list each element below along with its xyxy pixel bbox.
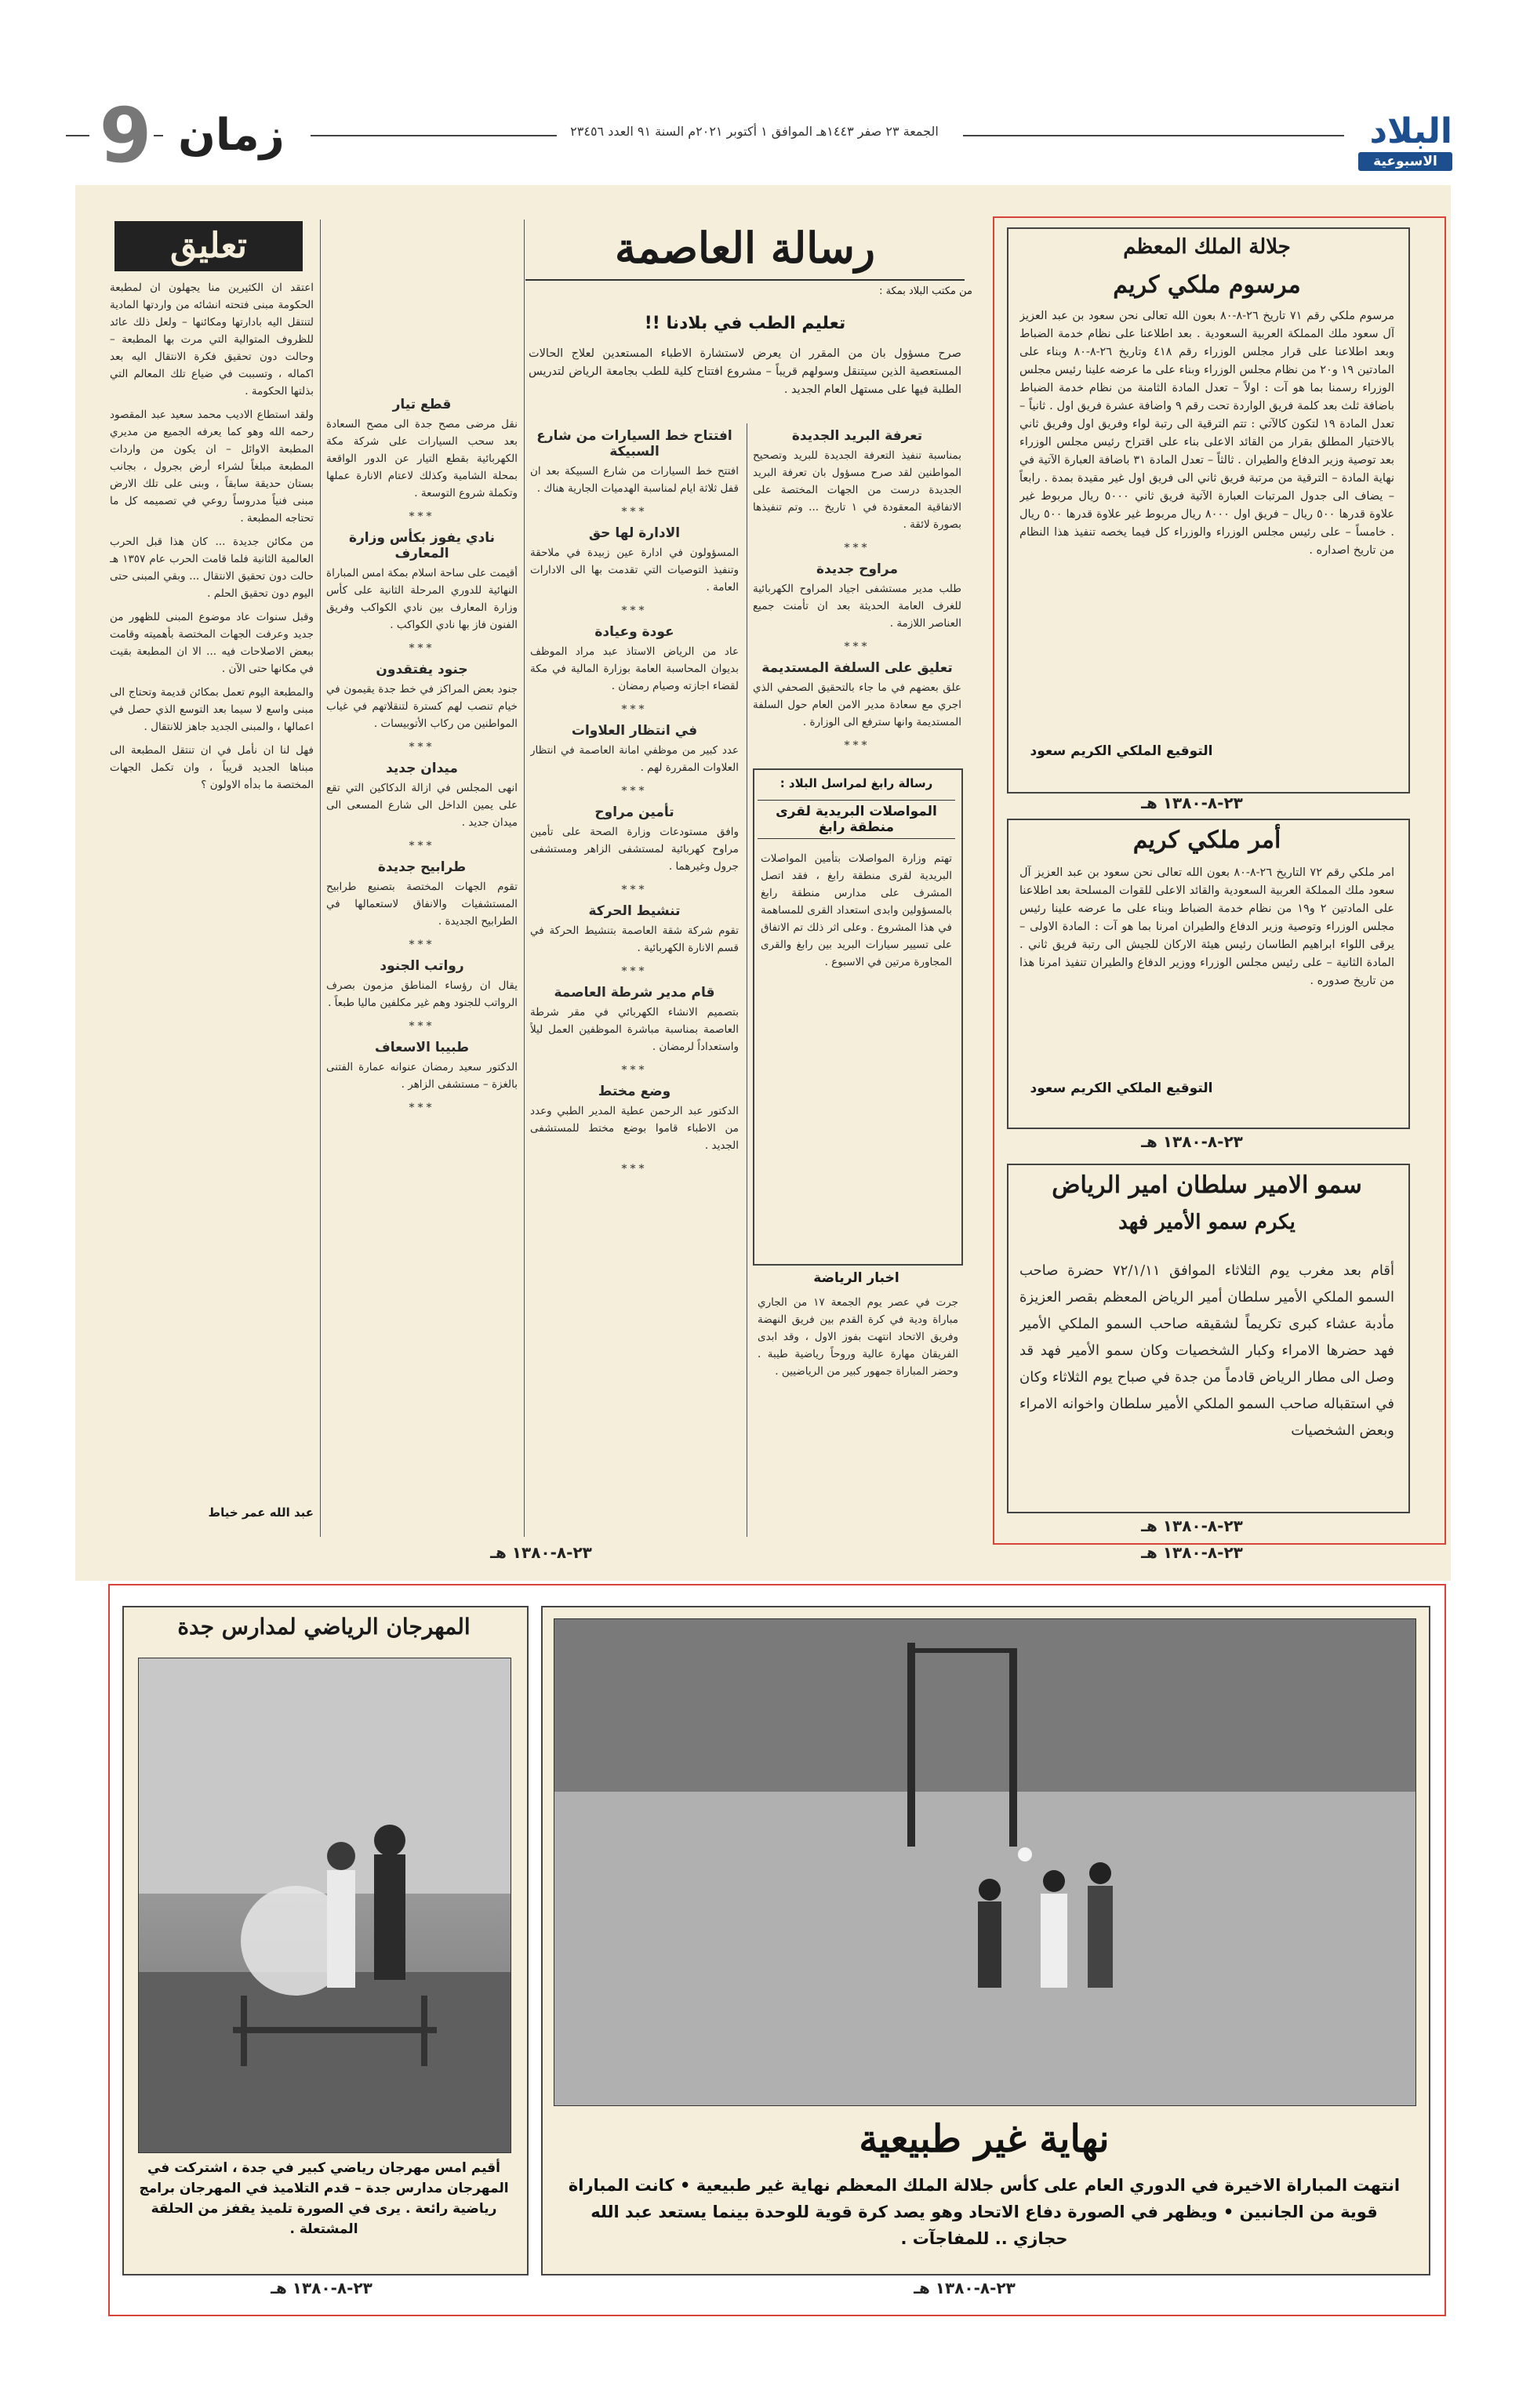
lead-headline: تعليم الطب في بلادنا !! [644, 314, 846, 333]
item-separator: *** [409, 1102, 435, 1114]
item-separator: *** [844, 641, 870, 653]
section-title: زمان [178, 110, 285, 161]
comment-title: تعليق [114, 221, 303, 271]
comment-signature: عبد الله عمر خياط [208, 1505, 314, 1520]
news-item-title: رواتب الجنود [380, 958, 464, 974]
item-separator: *** [409, 642, 435, 655]
column-news-left [326, 392, 518, 1537]
issue-date-line: الجمعة ٢٣ صفر ١٤٤٣هـ الموافق ١ أكتوبر ٢٠٢١م السنة ٩١ العدد ٢٣٤٥٦ [558, 124, 950, 139]
decree2-signature: التوقيع الملكي الكريم سعود [1030, 1081, 1213, 1096]
decree1-date: ٢٣-٨-١٣٨٠ هـ [1141, 794, 1243, 812]
page-number: 9 [99, 92, 152, 180]
masthead-from: من مكتب البلاد بمكة : [879, 285, 972, 297]
item-separator: *** [409, 840, 435, 852]
news-item-body: تقوم شركة شقة العاصمة بتنشيط الحركة في قسم الانارة الكهربائية . [530, 924, 739, 954]
news-item-body: افتتح خط السيارات من شارع السبيكة بعد ان قفل ثلاثة ايام لمناسبة الهدميات الجارية هناك . [530, 465, 739, 495]
prince-banner: سمو الامير سلطان امير الرياض [1052, 1171, 1362, 1199]
prince-date: ٢٣-٨-١٣٨٠ هـ [1141, 1516, 1243, 1535]
left-photo-title: المهرجان الرياضي لمدارس جدة [177, 1614, 471, 1640]
news-item-title: عودة وعيادة [594, 624, 674, 640]
news-item-body: انهى المجلس في ازالة الدكاكين التي تقع على يمين الداخل الى شارع المسعى الى ميدان جديد . [326, 782, 518, 829]
item-separator: *** [621, 785, 648, 797]
left-photo-caption: أقيم امس مهرجان رياضي كبير في جدة ، اشتركت في المهرجان مدارس جدة – قدم التلاميذ في المهرجان برامج رياضية رائعة . يرى في الصورة تلميذ يقفز من الحلقة المشتعلة . [139, 2160, 509, 2237]
masthead: رسالة العاصمة [525, 216, 965, 281]
right-photo-caption: انتهت المباراة الاخيرة في الدوري العام على كأس جلالة الملك المعظم نهاية غير طبيعية • كانت المباراة قوية من الجانبين • ويظهر في الصورة دفاع الاتحاد وهو يصد كرة قوية للوحدة بينما يستعد عبد الله حجازي .. للمفاجآت . [568, 2176, 1401, 2248]
item-separator: *** [621, 605, 648, 617]
festival-photo [138, 1658, 511, 2153]
news-item-title: افتتاح خط السيارات من شارع السبيكة [536, 428, 732, 459]
comment-paragraph: والمطبعة اليوم تعمل بمكائن قديمة وتحتاج الى مبنى واسع لا سيما بعد التوسع الذي حصل في اعمالها ، والمبنى الجديد جاهز للانتقال . [110, 686, 314, 733]
header-rule-mid [311, 135, 557, 136]
right-photo-title: نهاية غير طبيعية [859, 2117, 1110, 2161]
news-item-title: تعليق على السلفة المستديمة [761, 660, 953, 676]
news-item-title: وضع مختط [598, 1084, 671, 1099]
header-rule-left [66, 135, 89, 136]
lead-body: صرح مسؤول بان من المقرر ان يعرض لاستشارة الاطباء المستعدين لعلاج الحالات المستعصية الذين سيتنقل وسولهم قريباً – مشروع افتتاح كلية للطب بجامعة الرياض لتدريس الطلبة فيها على مستهل العام الجديد . [529, 347, 961, 396]
news-item-body: الدكتور سعيد رمضان عنوانه عمارة الفتنى بالغزة – مستشفى الزاهر . [326, 1061, 518, 1091]
news-item-title: تنشيط الحركة [588, 903, 681, 919]
column-mid-left [530, 423, 739, 1537]
logo-text: البلاد [1369, 111, 1452, 151]
news-item-body: أقيمت على ساحة اسلام بمكة امس المباراة النهائية للدوري المرحلة الثانية على كأس وزارة المعارف بين نادي الكواكب وفريق الفنون فاز بها نادي الكواكب . [326, 567, 518, 631]
news-item-body: يقال ان رؤساء المناطق مزمون بصرف الرواتب للجنود وهم غير مكلفين ماليا طبعاً . [326, 979, 518, 1009]
news-item-body: نقل مرضى مصح جدة الى مصح السعادة بعد سحب السيارات على شركة مكة الكهربائية بقطع التيار عن الدور الواقعة بمحلة الشامية وكذلك لاعتام الانارة عملها وتكملة شروع التوسعة . [326, 418, 518, 499]
decree2-body: امر ملكي رقم ٧٢ التاريخ ٢٦-٨-٨٠ بعون الله تعالى نحن سعود بن عبد العزيز آل سعود ملك المملكة العربية السعودية والقائد الاعلى للقوات المسلحة بعد اطلاعنا على المادتين ٢ و١٩ من نظام خدمة الضباط وبناء على ما عرضه علينا رئيس مجلس الوزراء وتوصية وزير الدفاع والطيران امرنا بما هو آت : المادة الاولى – يرقى اللواء ابراهيم الطاسان رئيس هيئة الاركان للجيش الى رتبة فريق ثاني . المادة الثانية – على رئيس مجلس الوزراء ووزير الدفاع والطيران تنفيذ امرنا هذا من تاريخ صدوره . [1019, 866, 1394, 987]
news-item-title: طرابيح جديدة [377, 859, 467, 875]
prince-subtitle: يكرم سمو الأمير فهد [1118, 1211, 1296, 1234]
news-item-title: قطع تيار [392, 397, 452, 412]
news-item-body: عدد كبير من موظفي امانة العاصمة في انتظار العلاوات المقررة لهم . [530, 744, 739, 774]
football-photo [554, 1618, 1416, 2106]
archive-date-right: ٢٣-٨-١٣٨٠ هـ [1141, 1543, 1243, 1562]
header-rule-right [963, 135, 1344, 136]
decree2-date: ٢٣-٨-١٣٨٠ هـ [1141, 1132, 1243, 1151]
news-item-title: تعرفة البريد الجديدة [791, 428, 923, 444]
logo-subtitle: الاسبوعية [1358, 152, 1452, 171]
news-item-title: مراوح جديدة [816, 561, 898, 577]
decree1-signature: التوقيع الملكي الكريم سعود [1030, 743, 1213, 759]
comment-paragraph: وقبل سنوات عاد موضوع المبنى للظهور من جديد وعرفت الجهات المختصة بأهميته وقامت ببعض الاصلاحات فيه ... الا ان المطبعة بقيت في مكانها حتى الآن . [110, 611, 314, 675]
brand-logo[interactable] [1358, 111, 1452, 169]
item-separator: *** [621, 965, 648, 978]
left-photo-date: ٢٣-٨-١٣٨٠ هـ [271, 2279, 372, 2297]
column-rule-3 [320, 220, 321, 1537]
item-separator: *** [409, 1020, 435, 1033]
news-item-body: المسؤولون في ادارة عين زبيدة في ملاحقة وتنفيذ التوصيات التي تقدمت بها الى الادارات العامة . [530, 547, 739, 594]
column-middle [753, 423, 961, 768]
right-photo-date: ٢٣-٨-١٣٨٠ هـ [914, 2279, 1016, 2297]
news-item-body: بتصميم الانشاء الكهربائي في مقر شرطة العاصمة بمناسبة مباشرة الموظفين العمل ليلاً واستعداداً لرمضان . [530, 1006, 739, 1053]
item-separator: *** [844, 739, 870, 752]
decree1-body: مرسوم ملكي رقم ٧١ تاريخ ٢٦-٨-٨٠ بعون الله تعالى نحن سعود بن عبد العزيز آل سعود ملك المملكة العربية السعودية . بعد اطلاعنا على نظام خدمة الضباط وبعد اطلاعنا على قرار مجلس الوزراء رقم ٤١٨ وتاريخ ٢٦-٨-٨٠ وبناء على المادتين ١٩ و٢٠ من نظام مجلس الوزراء وبناء على ما عرضه علينا رئيس مجلس الوزراء رسمنا بما هو آت : اولاً – تعدل المادة الثامنة من نظام خدمة الضباط باضافة ثلث بعد كلمة فريق الواردة تحت رقم ٩ واضافة عشرة فريق اول . ثانياً – تعدل المادة ١٩ لتكون كالآتي : تتم الترقية الى رتبة لواء وفريق اول وفريق ثاني بالاختيار المطلق بقرار من القائد الاعلى بناء على اقتراح رئيس مجلس الوزراء بعد توصية وزير الدفاع والطيران . ثالثاً – تعدل المادة ٣١ باضافة العبارة الآتية في نهاية المادة – الترقية من مرتبة فريق ثاني الى فريق اول غير مقيدة بمدة . رابعاً – يضاف الى جدول المرتبات العبارة الآتية فريق ثاني ٥٠٠٠ ريال مربوط غير علاوة قدرها ٥٠٠ ريال – فريق اول ٨٠٠٠ ريال مربوط غير علاوة قدرها ٥٠٠ ريال . خامساً – على رئيس مجلس الوزراء والوزراء كل فيما يخصه تنفيذ هذا النظام من تاريخ اصداره . [1019, 310, 1394, 557]
item-separator: *** [409, 939, 435, 951]
item-separator: *** [621, 506, 648, 518]
item-separator: *** [409, 741, 435, 754]
sports-body: جرت في عصر يوم الجمعة ١٧ من الجاري مباراة ودية في كرة القدم بين فريق النهضة وفريق الاتحاد انتهت بفوز الاول ، وقد ابدى الفريقان مهارة عالية وروحاً رياضية طيبة . وحضر المباراة جمهور كبير من الرياضيين . [758, 1296, 958, 1378]
news-item-title: تأمين مراوح [594, 804, 674, 820]
rabigh-headline: المواصلات البريدية لقرى منطقة رابغ [758, 800, 955, 839]
comment-paragraph: فهل لنا ان نأمل في ان تنتقل المطبعة الى مبناها الجديد قريباً ، وان تكمل الجهات المختصة ما بدأه الاولون ؟ [110, 744, 314, 791]
item-separator: *** [409, 510, 435, 523]
news-item-title: قام مدير شرطة العاصمة [554, 985, 715, 1001]
decree2-title: أمر ملكي كريم [1132, 826, 1281, 854]
news-item-body: عاد من الرياض الاستاذ عبد مراد الموظف بديوان المحاسبة العامة بوزارة المالية في مكة لقضاء اجازته وصيام رمضان . [530, 645, 739, 692]
comment-paragraph: ولقد استطاع الاديب محمد سعيد عبد المقصود رحمه الله وهو كما يعرفه الجميع من مديري المطبعة الاوائل – ان يكون من واردات المطبعة مبلغاً لشراء أرض بجرول ، بجانب بستان حديقة سابقاً ، وبنى على تلك الارض مبنى فنياً مدروساً روعي في تصميمه كل ما تحتاجه المطبعة . [110, 409, 314, 525]
item-separator: *** [621, 703, 648, 716]
column-rule-2 [524, 220, 525, 1537]
news-item-body: الدكتور عبد الرحمن عطية المدير الطبي وعدد من الاطباء قاموا بوضع مختط للمستشفى الجديد . [530, 1105, 739, 1152]
item-separator: *** [621, 884, 648, 896]
news-item-title: الادارة لها حق [588, 525, 681, 541]
news-item-title: في انتظار العلاوات [571, 723, 698, 739]
rabigh-title: رسالة رابغ لمراسل البلاد : [779, 776, 933, 790]
news-item-body: علق بعضهم في ما جاء بالتحقيق الصحفي الذي اجري مع سعادة مدير الامن العام حول السلفة المستديمة وانها سترفع الى الوزارة . [753, 681, 961, 728]
news-item-title: ميدان جديد [386, 761, 458, 776]
comment-body [110, 279, 314, 1502]
item-separator: *** [844, 542, 870, 554]
news-item-body: طلب مدير مستشفى اجياد المراوح الكهربائية للغرف العامة الحديثة بعد ان تأمنت جميع العناصر اللازمة . [753, 583, 961, 630]
archive-date-mid: ٢٣-٨-١٣٨٠ هـ [490, 1543, 592, 1562]
news-item-title: نادي يفوز بكأس وزارة المعارف [348, 530, 495, 561]
decree1-title: مرسوم ملكي كريم [1113, 271, 1301, 299]
news-item-body: تقوم الجهات المختصة بتصنيع طرابيح المستشفيات والانفاق لاستعمالها في الطرابيح الجديدة . [326, 881, 518, 928]
news-item-title: طبيبا الاسعاف [374, 1040, 470, 1055]
comment-paragraph: من مكائن جديدة ... كان هذا قبل الحرب العالمية الثانية فلما قامت الحرب عام ١٣٥٧ هـ حالت دون تحقيق الانتقال ... وبقي المبنى حتى اليوم دون تحقيق الحلم . [110, 536, 314, 600]
rabigh-body: تهتم وزارة المواصلات بتأمين المواصلات البريدية لقرى منطقة رابغ ، فقد اتصل المشرف على مدارس منطقة رابغ بالمسؤولين وابدى استعداد القرى للمساهمة في هذا المشروع . وعلى اثر ذلك تم الاتفاق على تسيير سيارات البريد بين رابغ والقرى المجاورة مرتين في الاسبوع . [761, 852, 952, 968]
item-separator: *** [621, 1064, 648, 1077]
royal-heading: جلالة الملك المعظم [1123, 235, 1291, 259]
news-item-body: وافق مستودعات وزارة الصحة على تأمين مراوح كهربائية لمستشفى الزاهر ومستشفى جرول وغيرهما . [530, 826, 739, 873]
prince-body: أقام بعد مغرب يوم الثلاثاء الموافق ٧٢/١/١١ حضرة صاحب السمو الملكي الأمير سلطان أمير الرياض المعظم بقصر العزيزة مأدبة عشاء كبرى تكريماً لشقيقه صاحب السمو الملكي الأمير فهد حضرها الامراء وكبار الشخصيات وكان سمو الأمير فهد قد وصل الى مطار الرياض قادماً من جدة في صباح يوم الثلاثاء وكان في استقباله صاحب السمو الملكي الأمير سلطان واخوانه الامراء وبعض الشخصيات [1019, 1262, 1394, 1439]
news-item-title: جنود يفتقدون [376, 662, 468, 677]
item-separator: *** [621, 1163, 648, 1175]
sports-title: اخبار الرياضة [813, 1270, 899, 1286]
news-item-body: بمناسبة تنفيذ التعرفة الجديدة للبريد وتصحيح المواطنين لقد صرح مسؤول بان تعرفة البريد الجديدة درست من الجهات المختصة على الاتفاقية المعقودة في ١ تاريخ ... وتم تنفيذها بصورة لائقة . [753, 449, 961, 531]
comment-paragraph: اعتقد ان الكثيرين منا يجهلون ان لمطبعة الحكومة مبنى فتحته انشائه من واردتها المادية لتنتقل اليه بادارتها ومكائنها – ولعل ذلك عائد للظروف المتوالية التي مرت بها المطبعة – وحالت دون تحقيق فكرة الانتقال اليه بعد اكماله ، وتسببت في ضياع تلك المعالم التي بذلتها الحكومة . [110, 281, 314, 398]
news-item-body: جنود بعض المراكز في خط جدة يقيمون في خيام تنصب لهم كسترة لتنقلاتهم في غياب المواطنين من ركاب الأتوبيسات . [326, 683, 518, 730]
